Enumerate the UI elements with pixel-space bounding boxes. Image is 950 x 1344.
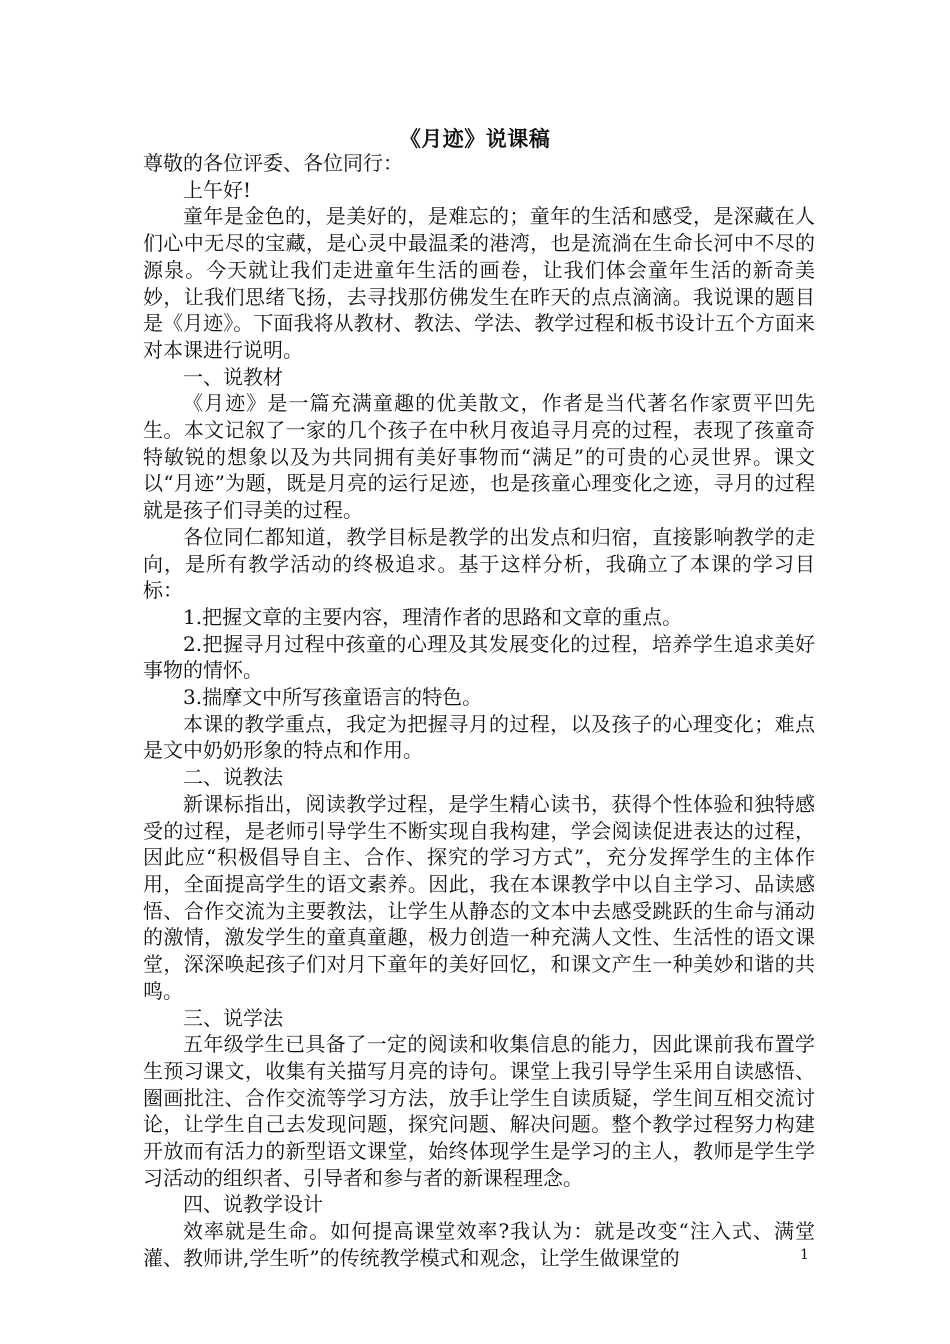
section-heading-teaching-methods: 二、说教法	[183, 765, 283, 790]
section-heading-learning-methods: 三、说学法	[183, 1005, 283, 1030]
paragraph-key-points: 本课的教学重点，我定为把握寻月的过程，以及孩子的心理变化；难点是文中奶奶形象的特点和作用。	[143, 711, 815, 763]
list-item-objective-1: 1.把握文章的主要内容，理清作者的思路和文章的重点。	[183, 604, 683, 629]
document-title: 《月迹》说课稿	[399, 126, 551, 151]
paragraph-salutation: 尊敬的各位评委、各位同行：	[143, 151, 403, 175]
section-heading-teaching-design: 四、说教学设计	[183, 1192, 323, 1217]
list-item-objective-2: 2.把握寻月过程中孩童的心理及其发展变化的过程，培养学生追求美好事物的情怀。	[143, 631, 815, 683]
paragraph-teaching-methods: 新课标指出，阅读教学过程，是学生精心读书，获得个性体验和独特感受的过程，是老师引导学生不断实现自我构建，学会阅读促进表达的过程，因此应“积极倡导自主、合作、探究的学习方式”，充分发挥学生的主体作用，全面提高学生的语文素养。因此，我在本课教学中以自主学习、品读感悟、合作交流为主要教法，让学生从静态的文本中去感受跳跃的生命与涌动的激情，激发学生的童真童趣，极力创造一种充满人文性、生活性的语文课堂，深深唤起孩子们对月下童年的美好回忆，和课文产生一种美妙和谐的共鸣。	[143, 791, 815, 1003]
paragraph-learning-methods: 五年级学生已具备了一定的阅读和收集信息的能力，因此课前我布置学生预习课文，收集有关描写月亮的诗句。课堂上我引导学生采用自读感悟、圈画批注、合作交流等学习方法，放手让学生自读质疑，学生间互相交流讨论，让学生自己去发现问题，探究问题、解决问题。整个教学过程努力构建开放而有活力的新型语文课堂，始终体现学生是学习的主人，教师是学生学习活动的组织者、引导者和参与者的新课程理念。	[143, 1032, 815, 1190]
paragraph-objectives-intro: 各位同仁都知道，教学目标是教学的出发点和归宿，直接影响教学的走向，是所有教学活动的终极追求。基于这样分析，我确立了本课的学习目标：	[143, 524, 815, 603]
paragraph-textbook-overview: 《月迹》是一篇充满童趣的优美散文，作者是当代著名作家贾平凹先生。本文记叙了一家的几个孩子在中秋月夜追寻月亮的过程，表现了孩童奇特敏锐的想象以及为共同拥有美好事物而“满足”的可贵的心灵世界。课文以“月迹”为题，既是月亮的运行足迹，也是孩童心理变化之迹，寻月的过程就是孩子们寻美的过程。	[143, 391, 815, 523]
document-body	[143, 150, 815, 1272]
section-heading-textbook: 一、说教材	[183, 364, 283, 389]
paragraph-teaching-design: 效率就是生命。如何提高课堂效率?我认为：就是改变“注入式、满堂灌、教师讲,学生听”的传统教学模式和观念，让学生做课堂的	[143, 1219, 815, 1270]
paragraph-intro: 童年是金色的，是美好的，是难忘的；童年的生活和感受，是深藏在人们心中无尽的宝藏，是心灵中最温柔的港湾，也是流淌在生命长河中不尽的源泉。今天就让我们走进童年生活的画卷，让我们体会童年生活的新奇美妙，让我们思绪飞扬，去寻找那仿佛发生在昨天的点点滴滴。我说课的题目是《月迹》。下面我将从教材、教法、学法、教学过程和板书设计五个方面来对本课进行说明。	[143, 204, 815, 362]
page-number: 1	[800, 1247, 809, 1263]
list-item-objective-3: 3.揣摩文中所写孩童语言的特色。	[183, 685, 483, 710]
paragraph-greeting: 上午好!	[183, 177, 252, 202]
